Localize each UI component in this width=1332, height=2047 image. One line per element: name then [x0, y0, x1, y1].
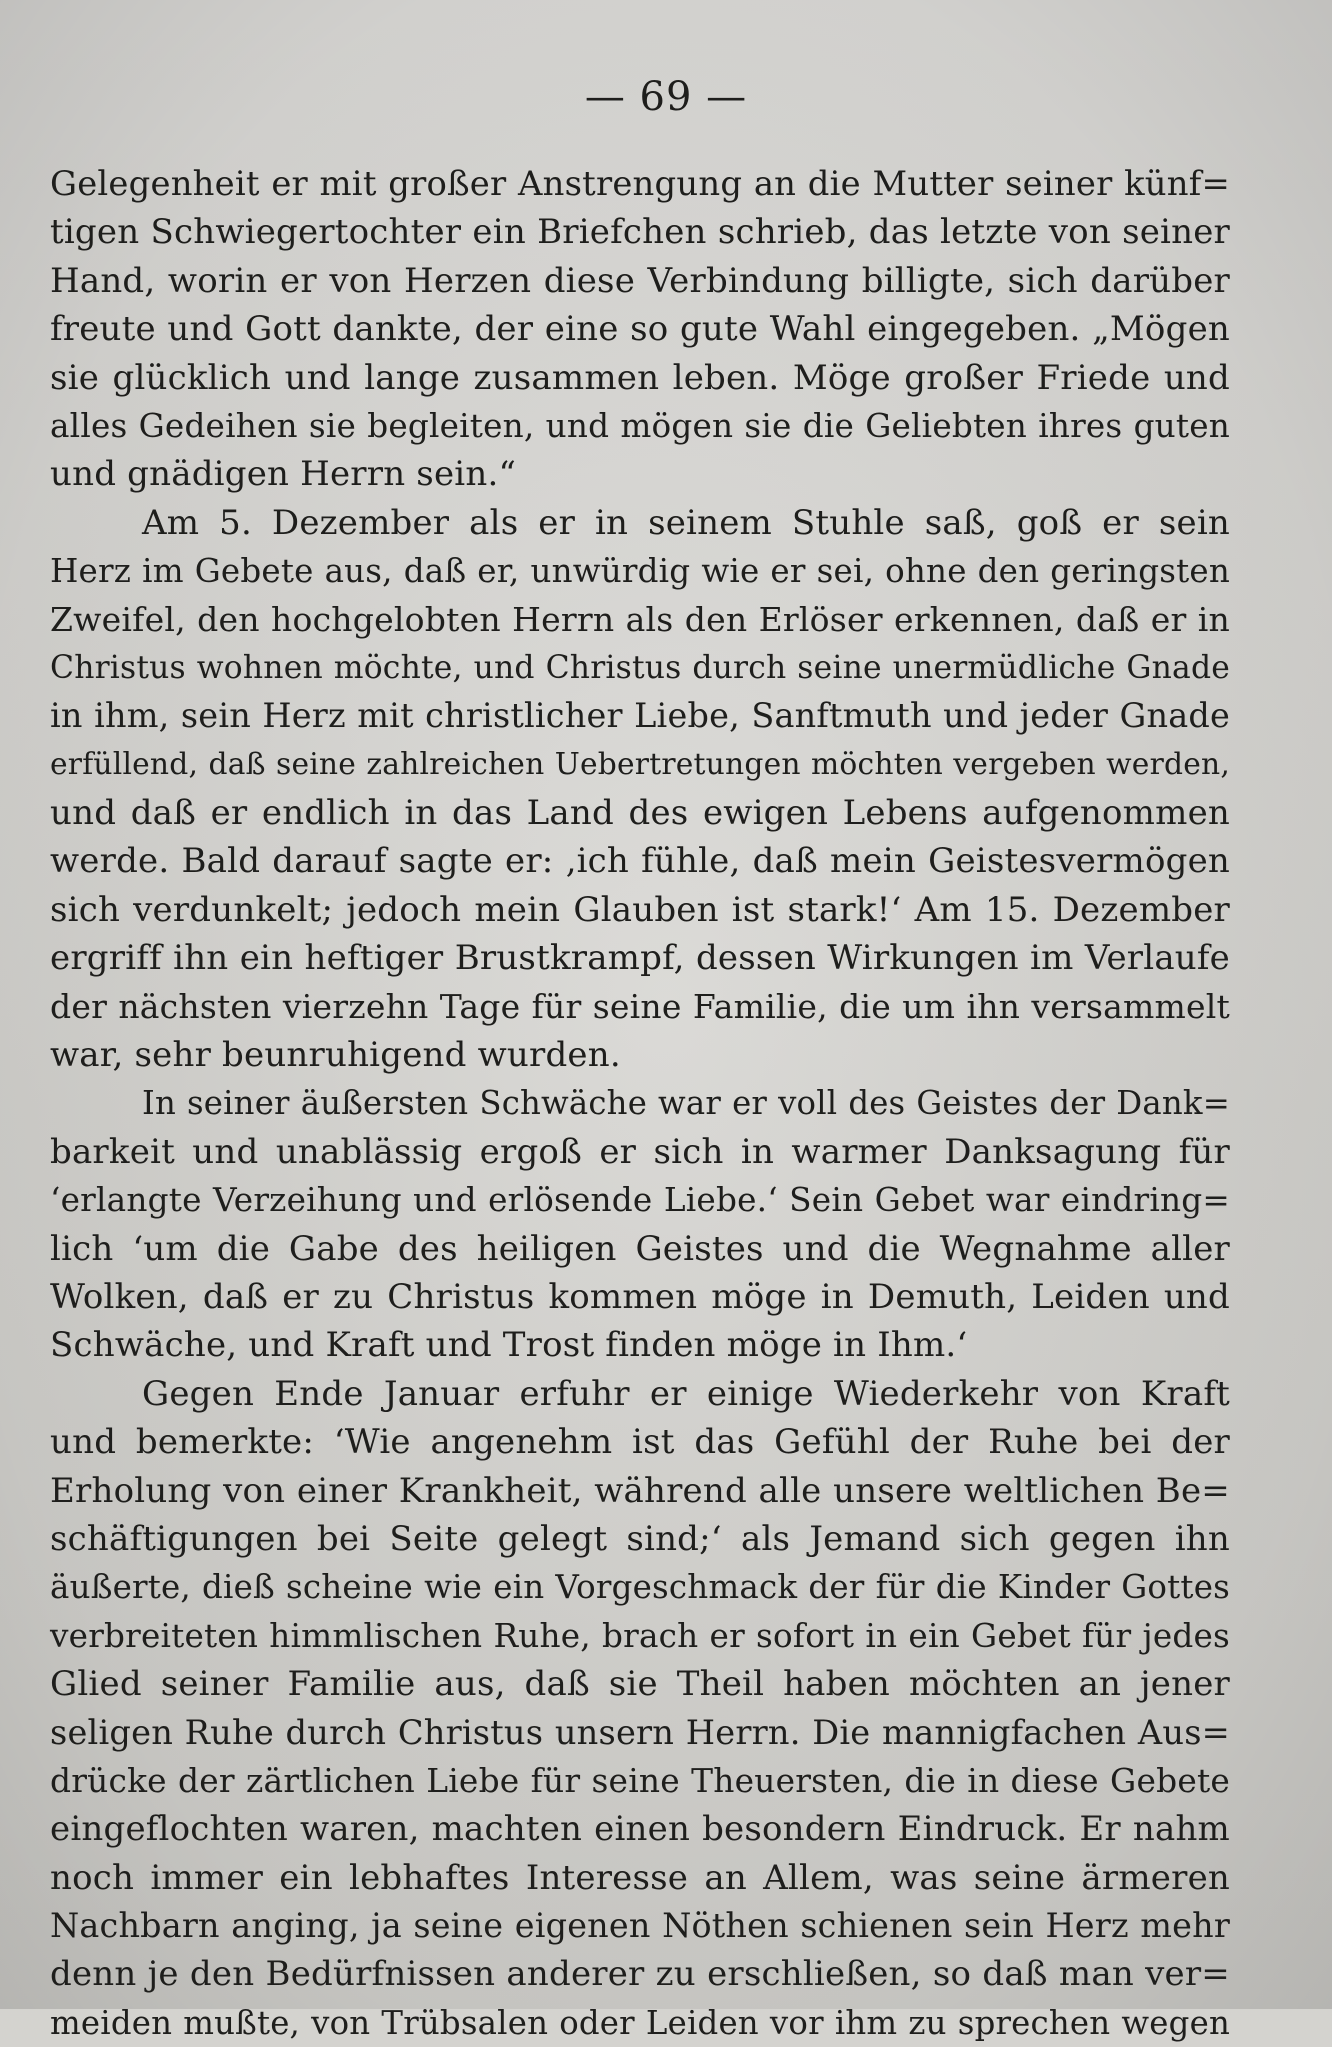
- body-text: [50, 160, 1230, 2047]
- text-line: und daß er endlich in das Land des ewigen Lebens aufgenommen: [50, 793, 1230, 834]
- text-line: Glied seiner Familie aus, daß sie Theil haben möchten an jener: [50, 1664, 1230, 1705]
- text-line: barkeit und unablässig ergoß er sich in warmer Danksagung für: [50, 1131, 1230, 1172]
- text-line: Nachbarn anging, ja seine eigenen Nöthen schienen sein Herz mehr: [50, 1906, 1230, 1946]
- text-line: Gegen Ende Januar erfuhr er einige Wiederkehr von Kraft: [142, 1373, 1230, 1414]
- text-line: verbreiteten himmlischen Ruhe, brach er sofort in ein Gebet für jedes: [50, 1616, 1230, 1655]
- text-line: tigen Schwiegertochter ein Briefchen schrieb, das letzte von seiner: [50, 212, 1230, 253]
- text-line: denn je den Bedürfnissen anderer zu erschließen, so daß man ver=: [50, 1954, 1230, 1995]
- text-line: ‘erlangte Verzeihung und erlösende Liebe.‘ Sein Gebet war eindring=: [50, 1181, 1230, 1220]
- text-line: drücke der zärtlichen Liebe für seine Theuersten, die in diese Gebete: [50, 1761, 1230, 1800]
- text-line: Erholung von einer Krankheit, während alle unsere weltlichen Be=: [50, 1470, 1230, 1511]
- text-line: Zweifel, den hochgelobten Herrn als den Erlöser erkennen, daß er in: [50, 599, 1230, 639]
- text-line: ergriff ihn ein heftiger Brustkrampf, dessen Wirkungen im Verlaufe: [50, 938, 1230, 979]
- text-line: war, sehr beunruhigend wurden.: [50, 1035, 621, 1076]
- text-line: Am 5. Dezember als er in seinem Stuhle saß, goß er sein: [142, 502, 1230, 543]
- text-line: werde. Bald darauf sagte er: ‚ich fühle, daß mein Geistesvermögen: [50, 841, 1230, 882]
- text-line: und gnädigen Herrn sein.“: [50, 454, 517, 495]
- text-line: Wolken, daß er zu Christus kommen möge in Demuth, Leiden und: [50, 1276, 1230, 1317]
- text-line: Hand, worin er von Herzen diese Verbindung billigte, sich darüber: [50, 260, 1230, 301]
- page-number: — 69 —: [584, 74, 748, 120]
- text-line: Gelegenheit er mit großer Anstrengung an die Mutter seiner künf=: [50, 164, 1230, 203]
- text-line: erfüllend, daß seine zahlreichen Uebertretungen möchten vergeben werden,: [50, 746, 1230, 782]
- text-line: Herz im Gebete aus, daß er, unwürdig wie er sei, ohne den geringsten: [50, 552, 1230, 591]
- text-line: schäftigungen bei Seite gelegt sind;‘ als Jemand sich gegen ihn: [50, 1518, 1230, 1559]
- text-line: der nächsten vierzehn Tage für seine Familie, die um ihn versammelt: [50, 986, 1230, 1026]
- text-line: sich verdunkelt; jedoch mein Glauben ist stark!‘ Am 15. Dezember: [50, 889, 1230, 930]
- text-line: In seiner äußersten Schwäche war er voll des Geistes der Dank=: [142, 1084, 1230, 1123]
- text-line: und bemerkte: ‘Wie angenehm ist das Gefühl der Ruhe bei der: [50, 1422, 1230, 1463]
- text-line: noch immer ein lebhaftes Interesse an Allem, was seine ärmeren: [50, 1857, 1230, 1898]
- text-line: Schwäche, und Kraft und Trost finden möge in Ihm.‘: [50, 1325, 968, 1366]
- text-line: äußerte, dieß scheine wie ein Vorgeschmack der für die Kinder Gottes: [50, 1568, 1230, 1607]
- text-line: Christus wohnen möchte, und Christus durch seine unermüdliche Gnade: [50, 649, 1230, 686]
- text-line: lich ‘um die Gabe des heiligen Geistes und die Wegnahme aller: [50, 1228, 1230, 1269]
- text-line: in ihm, sein Herz mit christlicher Liebe, Sanftmuth und jeder Gnade: [50, 696, 1230, 736]
- text-line: freute und Gott dankte, der eine so gute Wahl eingegeben. „Mögen: [50, 309, 1230, 350]
- text-line: meiden mußte, von Trübsalen oder Leiden vor ihm zu sprechen wegen: [50, 2003, 1230, 2042]
- text-line: eingeflochten waren, machten einen besondern Eindruck. Er nahm: [50, 1809, 1230, 1850]
- text-line: seligen Ruhe durch Christus unsern Herrn. Die mannigfachen Aus=: [50, 1712, 1230, 1752]
- text-line: sie glücklich und lange zusammen leben. Möge großer Friede und: [50, 357, 1230, 398]
- text-line: alles Gedeihen sie begleiten, und mögen sie die Geliebten ihres guten: [50, 406, 1230, 445]
